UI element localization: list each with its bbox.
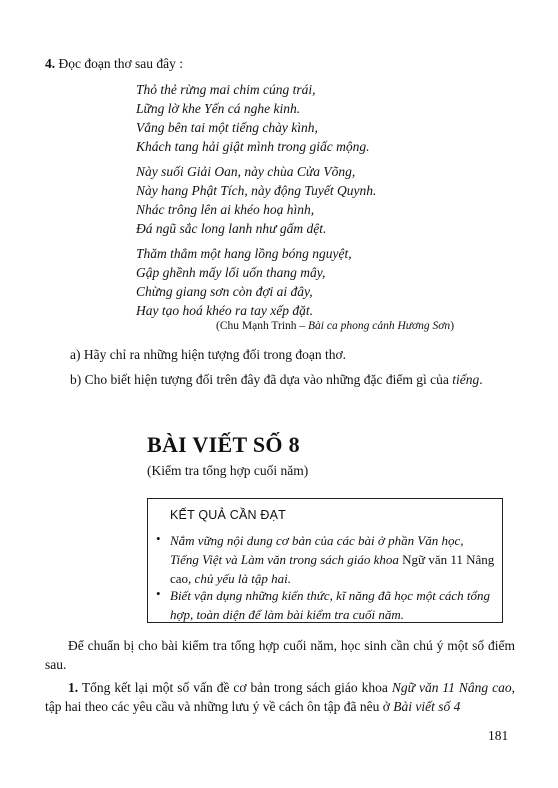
poem-line: Vẳng bên tai một tiếng chày kình,	[136, 120, 318, 135]
poem-line: Lững lờ khe Yến cá nghe kinh.	[136, 101, 301, 116]
bullet-icon: •	[156, 531, 161, 546]
results-bullet-2: Biết vận dụng những kiến thức, kĩ năng đã học một cách tổng hợp, toàn diện để làm bài kiểm tra cuối năm.	[170, 588, 490, 622]
poem-stanza-3	[136, 244, 352, 320]
poem-stanza-1	[136, 80, 370, 156]
poem-line: Thăm thẳm một hang lồng bóng nguyệt,	[136, 246, 352, 261]
paragraph-2-number: 1.	[68, 680, 79, 695]
results-box-title: KẾT QUẢ CẦN ĐẠT	[170, 508, 286, 522]
poem-line: Thỏ thẻ rừng mai chim cúng trái,	[136, 82, 316, 97]
subquestion-b-italic: tiếng	[452, 372, 480, 387]
results-bullet-1	[170, 531, 495, 588]
section-title: BÀI VIẾT SỐ 8	[147, 432, 300, 457]
bullet-1-part-3: , chủ yếu là tập hai.	[188, 571, 291, 586]
paragraph-2-italic-2: Bài viết số 4	[393, 699, 461, 714]
question-4-text: Đọc đoạn thơ sau đây :	[58, 56, 183, 71]
subquestion-a: a) Hãy chỉ ra những hiện tượng đối trong đoạn thơ.	[70, 347, 346, 362]
poem-line: Này suối Giải Oan, này chùa Cửa Võng,	[136, 164, 356, 179]
subquestion-b-prefix: b) Cho biết hiện tượng đối trên đây đã dựa vào những đặc điểm gì của	[70, 372, 453, 387]
paragraph-2-italic-1: Ngữ văn 11 Nâng cao	[391, 680, 512, 695]
bullet-1-part-2: Ngữ văn 11 Nâng cao	[170, 552, 495, 586]
section-subtitle: (Kiểm tra tổng hợp cuối năm)	[147, 463, 309, 478]
paragraph-2-part-2: , tập hai theo các yêu cầu và những lưu ý về cách ôn tập đã nêu ở	[45, 680, 515, 714]
poem-line: Nhác trông lên ai khéo hoạ hình,	[136, 202, 315, 217]
subquestion-b	[70, 372, 483, 388]
bullet-icon: •	[156, 586, 161, 601]
poem-line: Khách tang hải giật mình trong giấc mộng.	[136, 139, 370, 154]
credit-close: )	[450, 320, 455, 332]
bullet-1-part-1: Nắm vững nội dung cơ bản của các bài ở phần Văn học, Tiếng Việt và Làm văn trong sách giáo khoa	[170, 533, 464, 567]
credit-author: (Chu Mạnh Trinh –	[216, 320, 309, 332]
poem-line: Đá ngũ sắc long lanh như gấm dệt.	[136, 221, 327, 236]
paragraph-2-part-1: Tổng kết lại một số vấn đề cơ bản trong sách giáo khoa	[78, 680, 392, 695]
credit-work: Bài ca phong cảnh Hương Sơn	[308, 320, 451, 332]
question-4-number: 4.	[45, 56, 56, 71]
page-number: 181	[488, 728, 509, 743]
results-box	[147, 498, 503, 623]
poem-line: Này hang Phật Tích, này động Tuyết Quynh.	[136, 183, 377, 198]
poem-stanza-2	[136, 162, 376, 238]
body-paragraph-2	[45, 678, 515, 716]
subquestion-b-suffix: .	[479, 372, 483, 387]
poem-line: Gập ghềnh mấy lối uốn thang mây,	[136, 265, 326, 280]
question-4	[45, 56, 183, 72]
poem-credit	[216, 320, 454, 332]
body-paragraph-1: Để chuẩn bị cho bài kiểm tra tổng hợp cuối năm, học sinh cần chú ý một số điểm sau.	[45, 638, 515, 672]
poem-line: Chừng giang sơn còn đợi ai đây,	[136, 284, 313, 299]
poem-line: Hay tạo hoá khéo ra tay xếp đặt.	[136, 303, 313, 318]
